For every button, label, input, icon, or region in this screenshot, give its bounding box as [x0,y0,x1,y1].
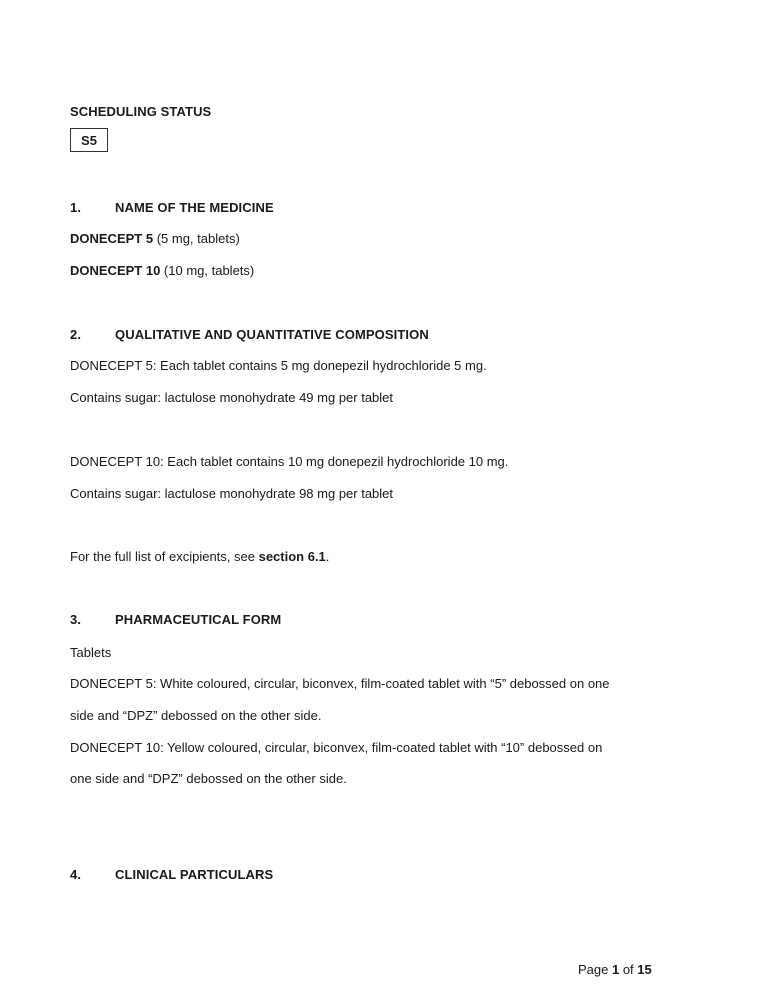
medicine-name-line [70,231,240,246]
medicine-detail: (5 mg, tablets) [153,231,240,246]
section-number: 2. [70,327,82,342]
page-of: of [619,962,638,977]
medicine-name-line [70,263,254,278]
excipients-period: . [325,549,330,564]
page-number [578,962,652,977]
section-number: 1. [70,200,82,215]
excipients-text: For the full list of excipients, see [70,549,259,564]
medicine-detail: (10 mg, tablets) [160,263,255,278]
medicine-name: DONECEPT 10 [70,263,161,278]
section-title: CLINICAL PARTICULARS [115,867,274,882]
section-title: NAME OF THE MEDICINE [115,200,274,215]
composition-line: Contains sugar: lactulose monohydrate 98 mg per tablet [70,486,394,501]
section-title: PHARMACEUTICAL FORM [115,612,282,627]
section-2-heading [70,327,429,342]
composition-line: DONECEPT 10: Each tablet contains 10 mg donepezil hydrochloride 10 mg. [70,454,509,469]
form-line: one side and “DPZ” debossed on the other side. [70,771,347,786]
medicine-name: DONECEPT 5 [70,231,154,246]
form-line: Tablets [70,645,112,660]
scheduling-status-badge: S5 [70,128,108,152]
section-number: 4. [70,867,82,882]
page-total: 15 [637,962,652,977]
section-title: QUALITATIVE AND QUANTITATIVE COMPOSITION [115,327,429,342]
scheduling-status-heading: SCHEDULING STATUS [70,104,212,119]
form-line: DONECEPT 5: White coloured, circular, biconvex, film-coated tablet with “5” debossed on one [70,676,610,691]
excipients-line [70,549,329,564]
section-number: 3. [70,612,82,627]
page-current: 1 [611,962,620,977]
section-reference-link[interactable]: section 6.1 [258,549,326,564]
page-label: Page [578,962,612,977]
section-1-heading [70,200,274,215]
form-line: DONECEPT 10: Yellow coloured, circular, biconvex, film-coated tablet with “10” debossed on [70,740,603,755]
composition-line: DONECEPT 5: Each tablet contains 5 mg donepezil hydrochloride 5 mg. [70,358,487,373]
section-3-heading [70,612,281,627]
section-4-heading [70,867,273,882]
form-line: side and “DPZ” debossed on the other side. [70,708,322,723]
composition-line: Contains sugar: lactulose monohydrate 49 mg per tablet [70,390,394,405]
